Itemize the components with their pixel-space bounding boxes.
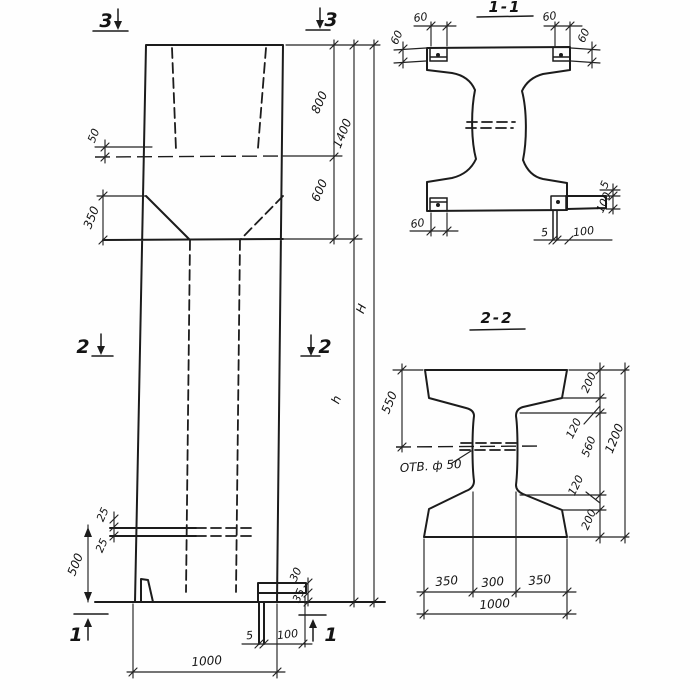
section-2-2-title-underline [470,329,525,330]
section-2-2-view [379,309,629,619]
marker-1-left-arrowhead [84,618,92,627]
section-2-2-outline [424,370,567,537]
dim-taper-350: 350 [80,204,103,231]
dim-bar-lower-25: 25 [93,536,111,555]
dim-ledge-30: 30 [287,565,305,584]
dim-neck-600: 600 [308,177,331,204]
marker-3-left-arrowhead [114,21,122,30]
dim-tab-offset-100: 100 [276,626,299,643]
dim-tab-w-5: 5 [540,225,549,240]
marker-2-right: 2 [318,336,332,358]
dim-tab-len-100: 100 [572,223,595,240]
marker-1-right-arrowhead [309,619,317,628]
dim-socket-800: 800 [308,89,331,116]
section-marker-lines [74,8,330,641]
section-2-2-title: 2-2 [480,309,514,327]
dim-shaft-height-h: h [328,393,345,406]
dim-total-height-H: H [353,301,370,316]
dim-ledge-35: 35 [290,586,308,605]
section-2-2-hole-centerline [396,446,542,447]
dim-plate-bl-60: 60 [409,216,426,231]
dim-flange-top-550: 550 [378,389,401,416]
dim-r200-bot: 200 [578,507,600,532]
marker-2-left: 2 [76,336,90,358]
dim-r560: 560 [578,434,599,459]
dim-r200-top: 200 [578,370,600,395]
dim-top-block-1400: 1400 [330,116,355,151]
section-1-1-hole-dashes [466,122,515,128]
section-1-1-title-underline [477,16,533,17]
dim-500-top-arrowhead [84,527,92,537]
dim-b350-right: 350 [527,572,552,588]
anchor-dot-top-left [436,53,440,57]
dim-gap-right-5: 5 [597,178,613,191]
dim-b1000: 1000 [478,595,511,613]
section-2-2-dimension-lines [393,363,629,619]
dim-bar-upper-25: 25 [94,505,112,524]
dim-base-500: 500 [64,551,87,578]
anchor-dot-bottom-left [436,203,440,207]
marker-3-right: 3 [324,9,338,31]
anchor-dot-top-right [559,53,563,57]
marker-2-right-arrowhead [307,347,315,356]
elevation-collar-line [95,156,283,157]
marker-1-left: 1 [69,624,83,646]
dim-width-1000: 1000 [190,652,223,670]
dim-tab-5: 5 [245,628,254,643]
marker-1-right: 1 [324,624,338,646]
marker-2-left-arrowhead [97,346,105,355]
dim-500-bottom-arrowhead [84,592,92,602]
dim-plate-tr-60: 60 [541,9,558,24]
dim-r120-top: 120 [563,416,585,441]
section-1-1-outline [427,47,606,211]
dim-r120-bot: 120 [565,473,587,498]
elevation-hidden-lines [172,48,283,592]
dim-b350-left: 350 [434,573,459,589]
section-1-1-title: 1-1 [488,0,522,16]
dim-plate-tl-60: 60 [412,10,429,25]
elevation-view [65,8,385,678]
dim-collar-50: 50 [85,126,103,145]
dim-b300: 300 [480,574,505,590]
dim-edge-right-60: 60 [575,26,593,45]
dim-edge-left-60: 60 [388,28,406,47]
marker-3-right-arrowhead [316,20,324,29]
dim-plate-right-100: 100 [593,190,615,215]
hole-label: ОТВ. ф 50 [399,456,463,476]
marker-3-left: 3 [99,10,113,32]
anchor-dot-bottom-right [556,200,560,204]
section-1-1-view [388,0,620,244]
dim-r1200: 1200 [602,421,627,456]
